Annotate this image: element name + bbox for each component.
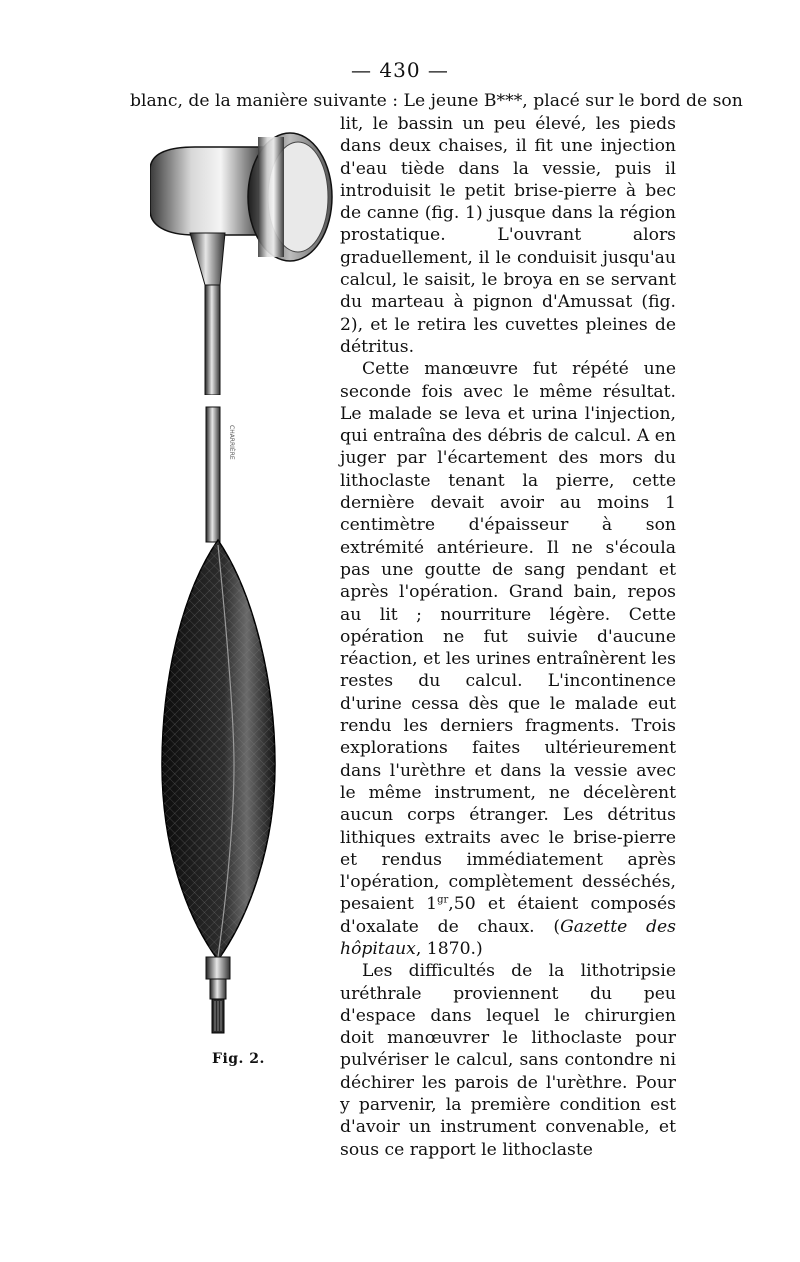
paragraph-2-body: Cette manœuvre fut répété une seconde fois avec le même résultat. Le malade se leva et urina l'injection, qui entraîna des débris de calcul. A en juger par l'écartement des mors du lithoclaste tenant la pierre, cette dernière devait avoir au moins 1 centimètre d'épaisseur à son extrémité antérieure. Il ne s'écoula pas une goutte de sang pendant et après l'opération. Grand bain, repos au lit ; nourriture légère. Cette opération ne fut suivie d'aucune réaction, et les urines entraînèrent les restes du calcul. L'incontinence d'urine cessa dès que le malade eut rendu les derniers fragments. Trois explorations faites ultérieurement dans l'urèthre et dans la vessie avec le même instrument, ne décelèrent aucun corps étranger. Les détritus lithiques extraits avec le brise-pierre et rendus immédiatement après l'opération, complètement desséchés, pesaient 1 (340, 359, 676, 915)
paragraph-2 (340, 358, 676, 960)
source-journal: Gazette des hôpitaux (340, 916, 676, 959)
amussat-hammer-illustration (150, 125, 345, 1055)
paragraph-2-tail: ,50 et étaient composés d'oxalate de chaux. ( (340, 894, 676, 937)
engraver-mark: CHARRIÈRE (228, 425, 235, 460)
text-column (340, 113, 676, 1161)
first-text-line: blanc, de la manière suivante : Le jeune B***, placé sur le bord de son (130, 91, 743, 111)
paragraph-2-end: , 1870.) (415, 938, 483, 959)
figure-caption: Fig. 2. (212, 1051, 265, 1067)
paragraph-3: Les difficultés de la lithotripsie uréthrale proviennent du peu d'espace dans lequel le chirurgien doit manœuvrer le lithoclaste pour pulvériser le calcul, sans contondre ni déchirer les parois de l'urèthre. Pour y parvenir, la première condition est d'avoir un instrument convenable, et sous ce rapport le lithoclaste (340, 961, 676, 1160)
gram-superscript: gr (437, 894, 449, 906)
page-number: — 430 — (351, 58, 449, 82)
paragraph-1: lit, le bassin un peu élevé, les pieds dans deux chaises, il fit une injection d'eau tiède dans la vessie, puis il introduisit le petit brise-pierre à bec de canne (fig. 1) jusque dans la région prostatique. L'ouvrant alors graduellement, il le conduisit jusqu'au calcul, le saisit, le broya en se servant du marteau à pignon d'Amussat (fig. 2), et le retira les cuvettes pleines de détritus. (340, 114, 676, 357)
